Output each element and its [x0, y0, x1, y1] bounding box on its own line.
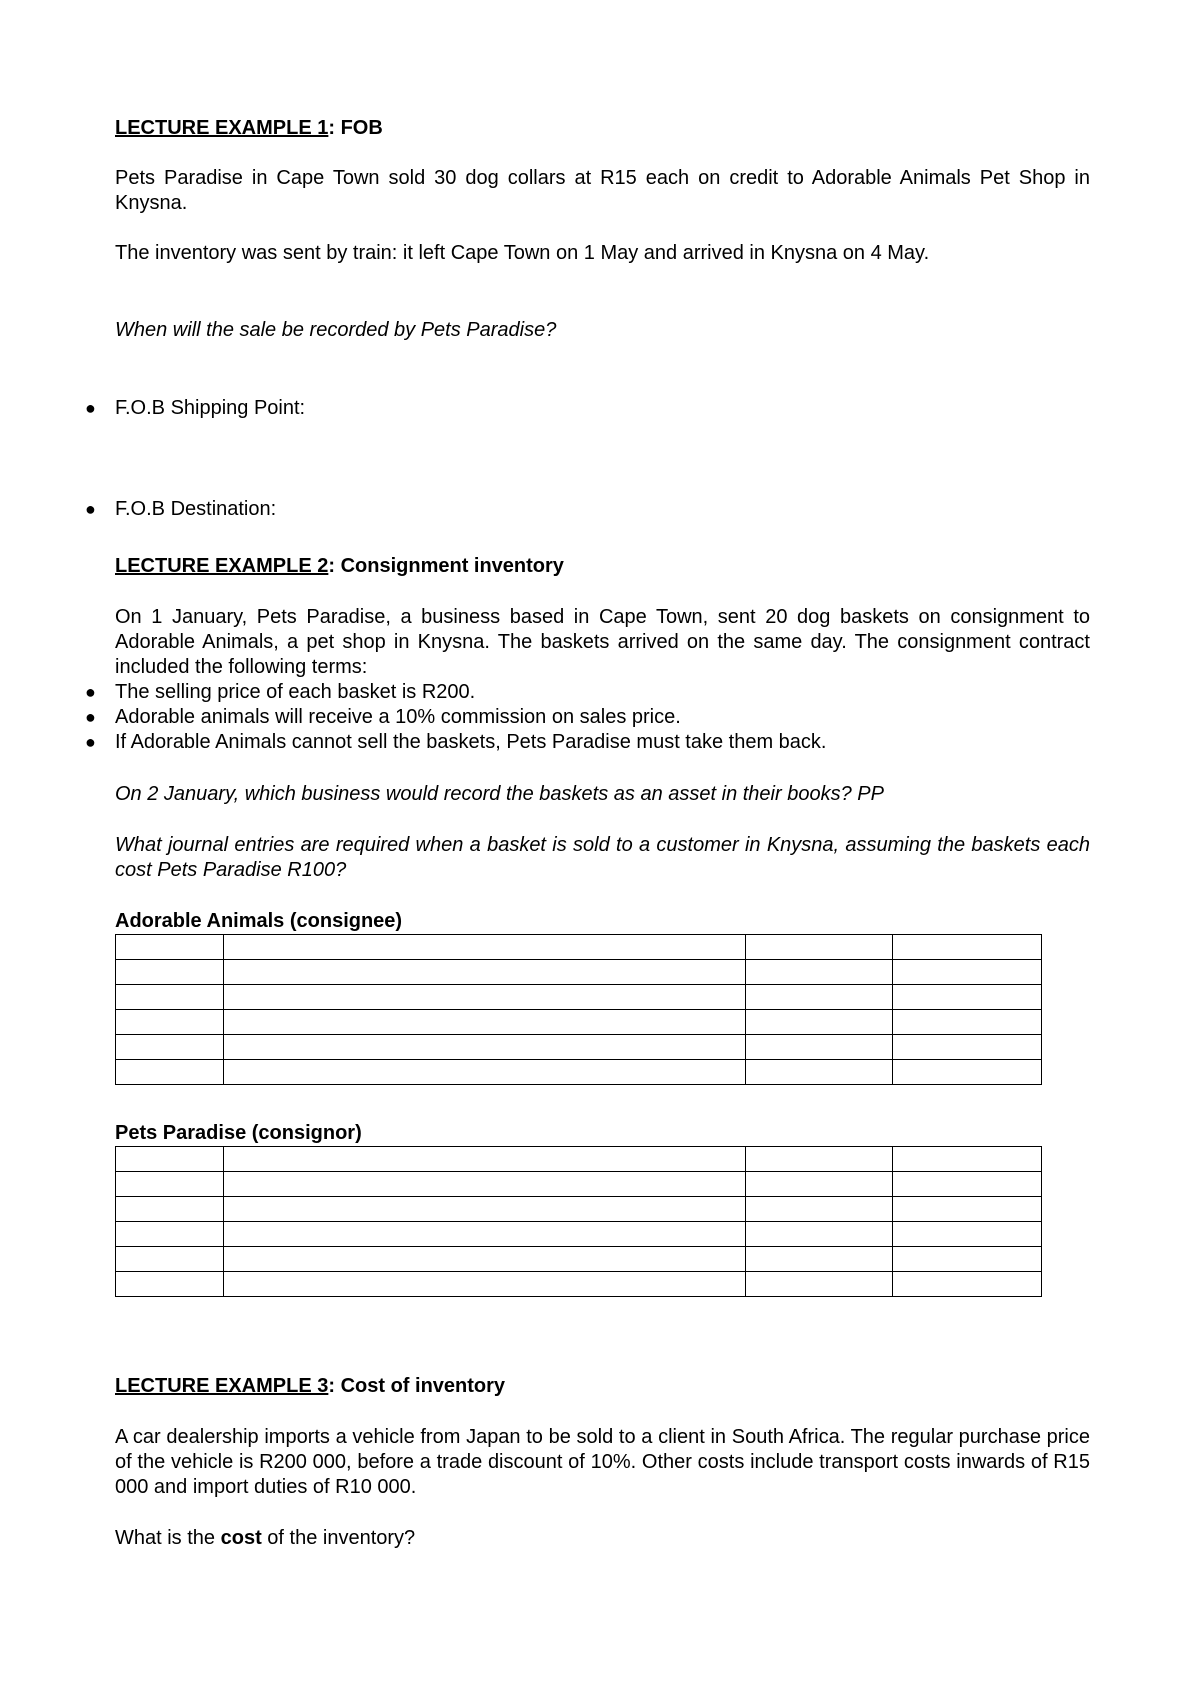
- table-row: [116, 1035, 1042, 1060]
- term-item: ● The selling price of each basket is R200.: [85, 681, 476, 703]
- table-cell[interactable]: [893, 1272, 1042, 1297]
- table-cell[interactable]: [893, 1247, 1042, 1272]
- table-cell[interactable]: [223, 1222, 745, 1247]
- example1-heading: LECTURE EXAMPLE 1: FOB: [115, 117, 383, 139]
- table-row: [116, 985, 1042, 1010]
- example2-heading: LECTURE EXAMPLE 2: Consignment inventory: [115, 555, 564, 577]
- table-cell[interactable]: [116, 1247, 224, 1272]
- term-item: ● If Adorable Animals cannot sell the baskets, Pets Paradise must take them back.: [85, 731, 827, 753]
- table-cell[interactable]: [223, 960, 745, 985]
- table-row: [116, 1010, 1042, 1035]
- table-row: [116, 1222, 1042, 1247]
- table-cell[interactable]: [223, 1172, 745, 1197]
- table-cell[interactable]: [116, 1147, 224, 1172]
- table-cell[interactable]: [893, 1222, 1042, 1247]
- table-cell[interactable]: [116, 985, 224, 1010]
- table-cell[interactable]: [116, 1172, 224, 1197]
- table-cell[interactable]: [223, 1060, 745, 1085]
- table-row: [116, 1272, 1042, 1297]
- example1-question: When will the sale be recorded by Pets Paradise?: [115, 319, 557, 341]
- table-cell[interactable]: [223, 985, 745, 1010]
- table-cell[interactable]: [746, 1172, 893, 1197]
- table-cell[interactable]: [746, 1147, 893, 1172]
- table-cell[interactable]: [116, 1197, 224, 1222]
- example2-question-2: What journal entries are required when a basket is sold to a customer in Knysna, assuming the baskets each cost Pets Paradise R100?: [115, 834, 1090, 881]
- table-cell[interactable]: [893, 1197, 1042, 1222]
- bullet-item-shipping-point: ● F.O.B Shipping Point:: [85, 397, 306, 419]
- table-row: [116, 1247, 1042, 1272]
- table-cell[interactable]: [746, 960, 893, 985]
- table-cell[interactable]: [746, 1272, 893, 1297]
- example3-heading: LECTURE EXAMPLE 3: Cost of inventory: [115, 1375, 506, 1397]
- table-cell[interactable]: [746, 1222, 893, 1247]
- table-cell[interactable]: [893, 1147, 1042, 1172]
- example3-paragraph-1: A car dealership imports a vehicle from Japan to be sold to a client in South Africa. The regular purchase price of the vehicle is R200 000, before a trade discount of 10%. Other costs include transport costs inwards of R15 000 and import duties of R10 000.: [115, 1426, 1090, 1498]
- table-cell[interactable]: [116, 1222, 224, 1247]
- bullet-item-destination: ● F.O.B Destination:: [85, 498, 277, 520]
- table-row: [116, 1172, 1042, 1197]
- journal-table-consignee: [115, 934, 1042, 1085]
- table-cell[interactable]: [223, 1035, 745, 1060]
- bullet-icon: ●: [85, 398, 96, 418]
- table-cell[interactable]: [893, 985, 1042, 1010]
- table-cell[interactable]: [223, 1147, 745, 1172]
- table-cell[interactable]: [746, 1035, 893, 1060]
- bullet-icon: ●: [85, 707, 96, 727]
- example2-question-1: On 2 January, which business would record the baskets as an asset in their books? PP: [115, 783, 884, 805]
- table-cell[interactable]: [746, 1247, 893, 1272]
- table-cell[interactable]: [223, 1272, 745, 1297]
- table-cell[interactable]: [746, 985, 893, 1010]
- table-cell[interactable]: [746, 935, 893, 960]
- example1-paragraph-1: Pets Paradise in Cape Town sold 30 dog collars at R15 each on credit to Adorable Animals Pet Shop in Knysna.: [115, 167, 1090, 214]
- bullet-icon: ●: [85, 732, 96, 752]
- table-cell[interactable]: [893, 1010, 1042, 1035]
- table-cell[interactable]: [893, 1172, 1042, 1197]
- table-cell[interactable]: [893, 1035, 1042, 1060]
- table-cell[interactable]: [893, 935, 1042, 960]
- bullet-icon: ●: [85, 682, 96, 702]
- example2-paragraph-1: On 1 January, Pets Paradise, a business based in Cape Town, sent 20 dog baskets on consignment to Adorable Animals, a pet shop in Knysna. The baskets arrived on the same day. The consignment contract included the following terms:: [115, 606, 1090, 678]
- table-row: [116, 935, 1042, 960]
- table-row: [116, 1060, 1042, 1085]
- table-cell[interactable]: [223, 1247, 745, 1272]
- journal-table-consignor: [115, 1146, 1042, 1297]
- table-cell[interactable]: [116, 960, 224, 985]
- table-cell[interactable]: [116, 1060, 224, 1085]
- table-row: [116, 1197, 1042, 1222]
- table-cell[interactable]: [893, 960, 1042, 985]
- table-cell[interactable]: [223, 1010, 745, 1035]
- table2-label: Pets Paradise (consignor): [115, 1122, 362, 1144]
- example1-paragraph-2: The inventory was sent by train: it left Cape Town on 1 May and arrived in Knysna on 4 May.: [115, 242, 930, 264]
- table1-label: Adorable Animals (consignee): [115, 910, 403, 932]
- term-item: ● Adorable animals will receive a 10% commission on sales price.: [85, 706, 681, 728]
- bullet-icon: ●: [85, 499, 96, 519]
- table-cell[interactable]: [746, 1060, 893, 1085]
- table-cell[interactable]: [223, 1197, 745, 1222]
- table-cell[interactable]: [116, 935, 224, 960]
- table-cell[interactable]: [746, 1010, 893, 1035]
- table-row: [116, 960, 1042, 985]
- table-cell[interactable]: [116, 1010, 224, 1035]
- table-cell[interactable]: [223, 935, 745, 960]
- example3-question: What is the cost of the inventory?: [115, 1527, 416, 1549]
- table-cell[interactable]: [116, 1272, 224, 1297]
- table-cell[interactable]: [116, 1035, 224, 1060]
- table-row: [116, 1147, 1042, 1172]
- table-cell[interactable]: [746, 1197, 893, 1222]
- table-cell[interactable]: [893, 1060, 1042, 1085]
